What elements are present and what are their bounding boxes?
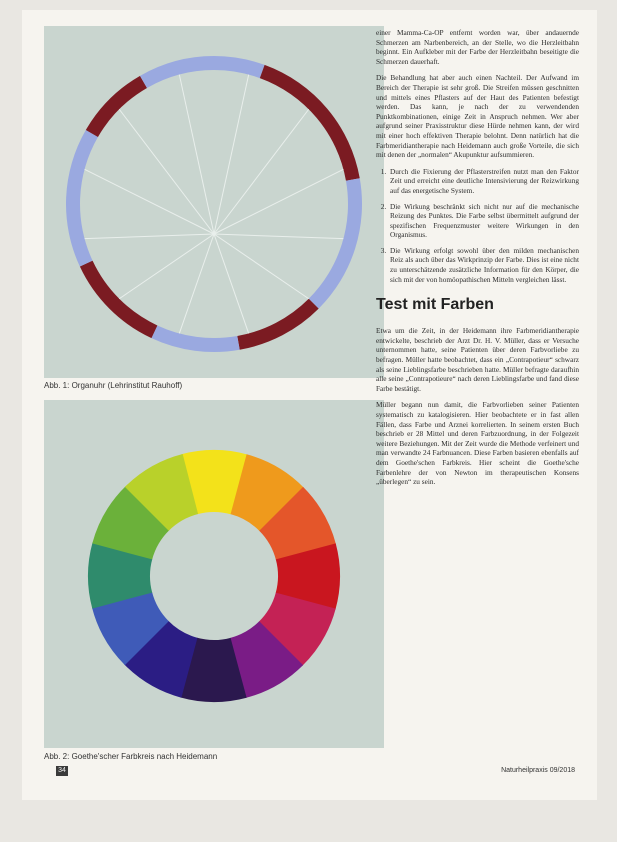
paragraph-1: einer Mamma-Ca-OP entfernt worden war, über andauernde Schmerzen am Narbenbereich, an der Stelle, wo die Herzleitbahn beginnt. Ein Aufkleber mit der Farbe der Herzleitbahn beseitigte die Schmerzen dauerhaft. (376, 28, 579, 66)
color-wheel-ring (88, 450, 340, 702)
journal-footer: Naturheilpraxis 09/2018 (501, 767, 575, 774)
organ-clock-segment (260, 65, 360, 181)
organ-clock-segment (86, 76, 147, 137)
paragraph-2: Die Behandlung hat aber auch einen Nachteil. Der Aufwand im Bereich der Therapie ist sehr groß. Die Streifen müssen geschnitten und mittels eines Pflasters auf der Haut des Patienten befestigt werden. Das kann, je nach der zu verwendenden Punktkombinationen, einige Zeit in Anspruch nehmen. Wer aber aufgrund seiner Praxisstruktur diese Hürde nehmen kann, der wird mit einer hoch effektiven Therapie belohnt. Denn natürlich hat die Farbmeridiantherapie nach Heidemann auch große Vorteile, die sich mit denen der „normalen“ Akupunktur aufsummieren. (376, 73, 579, 160)
organ-clock-segment (309, 178, 362, 308)
figure2-caption: Abb. 2: Goethe'scher Farbkreis nach Heidemann (44, 752, 218, 761)
page-number: 34 (56, 766, 68, 776)
organ-clock-figure (44, 26, 384, 378)
organ-clock-spoke (214, 75, 249, 234)
organ-clock-segment (80, 261, 158, 339)
paragraph-4: Müller begann nun damit, die Farbvorlieben seiner Patienten systematisch zu katalogisieren. Hier beobachtete er in fast allen Fällen, dass Farbe und Arznei korrelierten. In seinem ersten Buch beschrieb er 28 Mittel und deren Farbzuordnung, in der Folgezeit weitere Beziehungen. Mit der Zeit wurde die Methode verfeinert und man verwandte 24 Farbnuancen. Diese Farben basieren ebenfalls auf dem Goethe'schen Farbkreis. Hier scheint die Goethe'sche Farbenlehre der von Newton im therapeutischen Konsens „überlegen“ zu sein. (376, 400, 579, 487)
organ-clock-spoke (179, 234, 214, 333)
organ-clock-spoke (214, 169, 343, 234)
paragraph-3: Etwa um die Zeit, in der Heidemann ihre Farbmeridiantherapie entwickelte, beschrieb der Arzt Dr. H. V. Müller, dass er Versuche unternommen hatte, seine Patienten über deren Farbvorliebe zu befragen. Müller hatte beobachtet, dass ein „Contrapotieur“ schwarz als seine Lieblingsfarbe beschrieben hatte. Müller befragte daraufhin alle seine „Contrapotieure“ nach deren Lieblingsfarbe und fand diese Farbe bestätigt. (376, 326, 579, 393)
list-item: 2. Die Wirkung beschränkt sich nicht nur auf die mechanische Reizung des Punktes. Die Farbe selbst übermittelt aufgrund der spezifischen Frequenzmuster weitere Wirkungen in den Organismus. (388, 202, 579, 240)
organ-clock-segment (214, 56, 265, 78)
organ-clock-spoke (85, 234, 214, 239)
organ-clock-spoke (214, 234, 249, 333)
organ-clock-spoke (179, 75, 214, 234)
figure1-caption: Abb. 1: Organuhr (Lehrinstitut Rauhoff) (44, 381, 183, 390)
color-wheel-diagram (44, 400, 384, 748)
list-item: 1. Durch die Fixierung der Pflasterstreifen nutzt man den Faktor Zeit und erreicht eine deutliche Intensivierung der Reizwirkung auf das energetische System. (388, 167, 579, 196)
organ-clock-spoke (214, 234, 309, 299)
organ-clock-segment (66, 130, 98, 267)
list-item: 3. Die Wirkung erfolgt sowohl über den milden mechanischen Reiz als auch über das Wirkprinzip der Farbe. Dies ist eine nicht zu unterschätzende zusätzliche Information für den Körper, die sich mit der von homöopathischen Mitteln vergleichen lässt. (388, 246, 579, 284)
text-column (376, 28, 579, 494)
section-heading: Test mit Farben (376, 296, 494, 314)
color-wheel-figure (44, 400, 384, 748)
organ-clock-spoke (214, 109, 309, 234)
organ-clock-diagram (44, 26, 384, 378)
organ-clock-spoke (85, 169, 214, 234)
organ-clock-segment (140, 56, 214, 88)
organ-clock-spoke (214, 234, 343, 239)
advantages-list (376, 167, 579, 285)
organ-clock-spoke (119, 234, 214, 299)
organ-clock-ring (66, 56, 362, 352)
organ-clock-segment (151, 325, 239, 352)
organ-clock-segment (237, 299, 318, 350)
organ-clock-spokes (85, 75, 344, 334)
magazine-page (22, 10, 597, 800)
organ-clock-spoke (119, 109, 214, 234)
